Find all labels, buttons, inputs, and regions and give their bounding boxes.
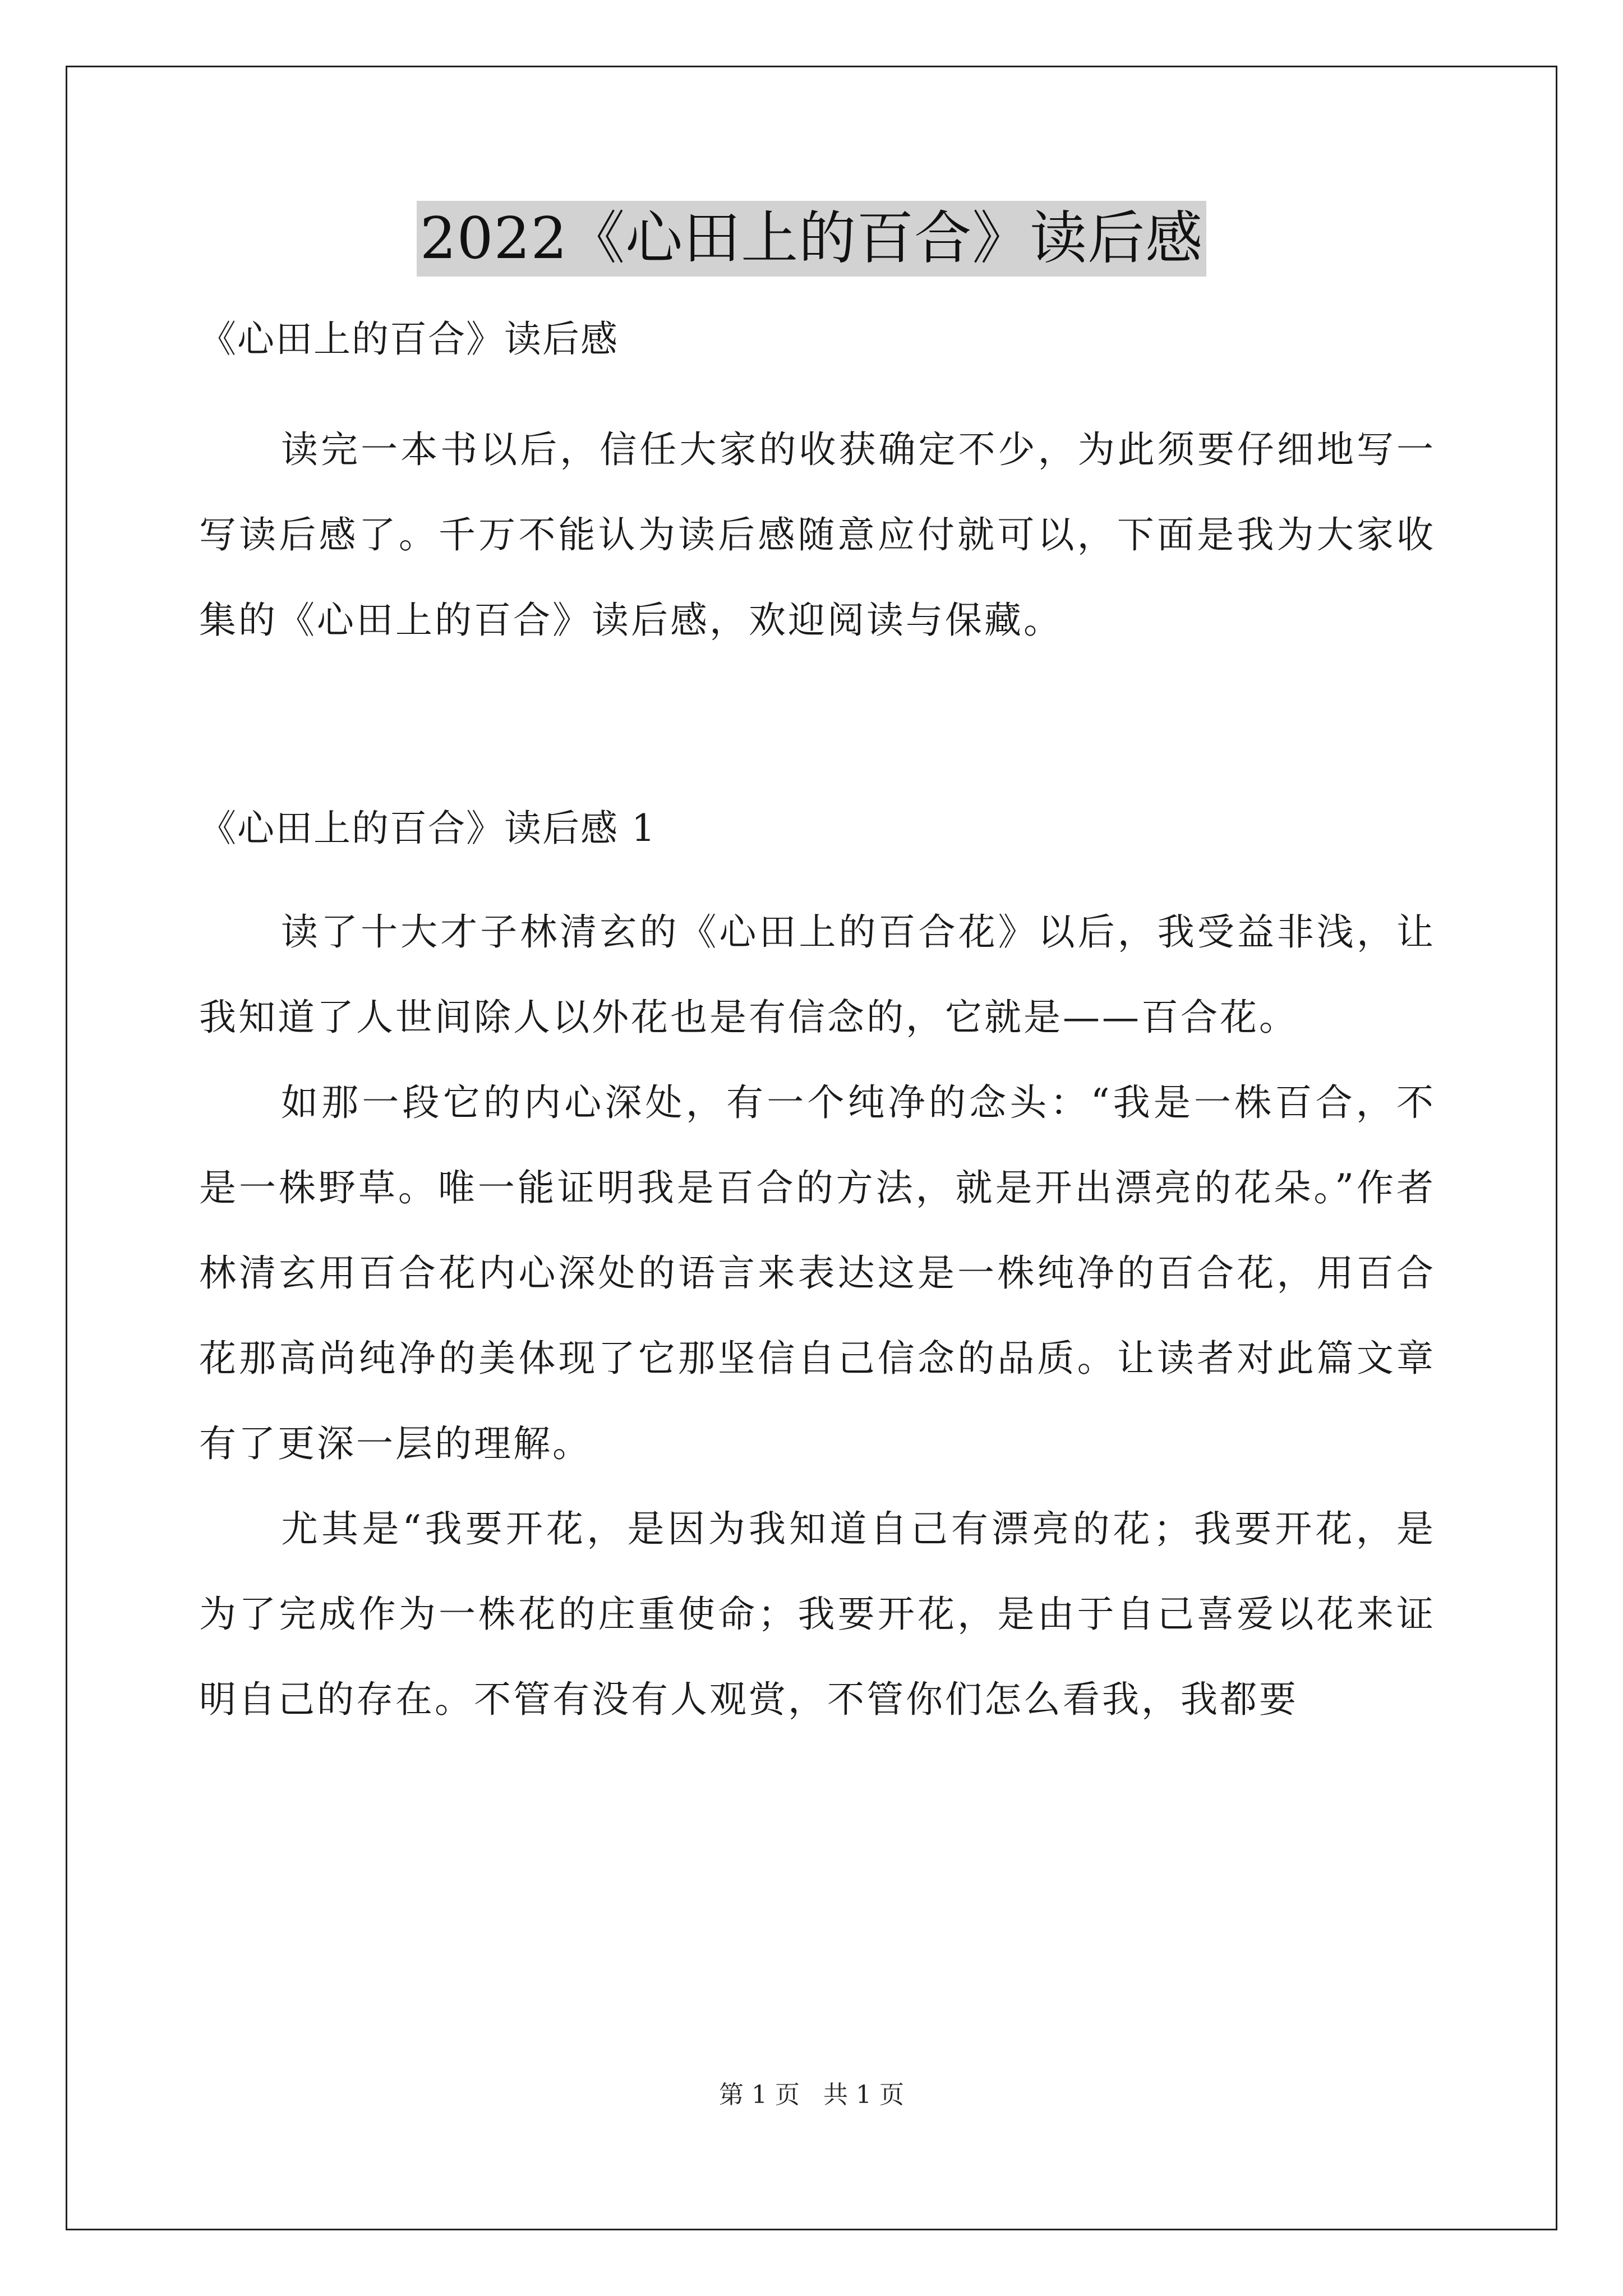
intro-paragraph: 读完一本书以后，信任大家的收获确定不少，为此须要仔细地写一写读后感了。千万不能认为读后感随意应付就可以，下面是我为大家收集的《心田上的百合》读后感，欢迎阅读与保藏。	[199, 428, 1436, 642]
document-title: 2022《心田上的百合》读后感	[417, 201, 1207, 277]
body-paragraph: 读了十大才子林清玄的《心田上的百合花》以后，我受益非浅，让我知道了人世间除人以外花也是有信念的，它就是——百合花。	[199, 910, 1436, 1039]
document-body	[199, 314, 1436, 1742]
body-paragraph: 如那一段它的内心深处，有一个纯净的念头：“我是一株百合，不是一株野草。唯一能证明我是百合的方法，就是开出漂亮的花朵。”作者林清玄用百合花内心深处的语言来表达这是一株纯净的百合花，用百合花那高尚纯净的美体现了它那坚信自己信念的品质。让读者对此篇文章有了更深一层的理解。	[199, 1081, 1436, 1465]
intro-heading: 《心田上的百合》读后感	[199, 318, 619, 361]
page-number: 第 1 页	[719, 2081, 800, 2109]
body-paragraph: 尤其是“我要开花，是因为我知道自己有漂亮的花；我要开花，是为了完成作为一株花的庄重使命；我要开花，是由于自己喜爱以花来证明自己的存在。不管有没有人观赏，不管你们怎么看我，我都要	[199, 1507, 1436, 1721]
title-container	[0, 201, 1623, 277]
page-footer	[0, 2078, 1623, 2112]
section-heading: 《心田上的百合》读后感 1	[199, 807, 656, 850]
page-total: 共 1 页	[823, 2081, 904, 2109]
